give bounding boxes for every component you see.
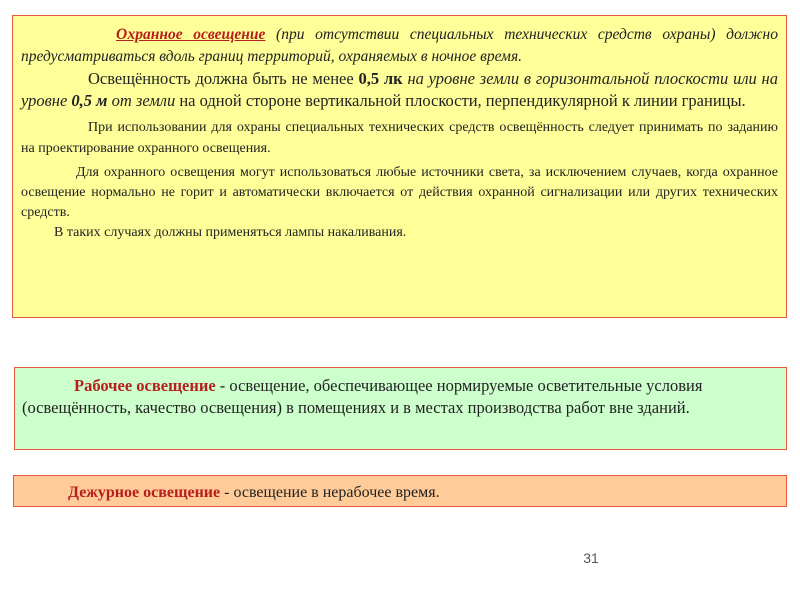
illuminance-text-1: Освещённость должна быть не менее	[88, 69, 359, 88]
height-value: 0,5 м	[71, 91, 108, 110]
incandescent-lamps-paragraph: В таких случаях должны применяться лампы накаливания.	[54, 225, 407, 240]
duty-lighting-box	[13, 475, 787, 507]
duty-lighting-paragraph	[21, 483, 779, 503]
security-lighting-paragraph	[21, 24, 778, 68]
light-sources-paragraph: Для охранного освещения могут использоваться любые источники света, за исключением случаев, когда охранное освещение нормально не горит и автоматически включается от действия охранной сигнализации или других технических средств.	[21, 165, 778, 220]
duty-lighting-text: - освещение в нерабочее время.	[220, 484, 440, 501]
illuminance-value: 0,5 лк	[358, 69, 403, 88]
illuminance-paragraph	[21, 68, 778, 112]
illuminance-text-2: на уровне земли в горизонтальной плоскости или на уровне	[21, 69, 778, 110]
illuminance-text-3: от земли	[107, 91, 176, 110]
working-lighting-text: - освещение, обеспечивающее нормируемые осветительные условия (освещённость, качество освещения) в помещениях и в местах производства работ вне зданий.	[22, 376, 703, 417]
working-lighting-box	[14, 367, 787, 450]
working-lighting-term: Рабочее освещение	[74, 376, 216, 395]
illuminance-text-4: на одной стороне вертикальной плоскости, перпендикулярной к линии границы.	[175, 91, 746, 110]
slide-number: 31	[583, 550, 599, 566]
security-lighting-text: (при отсутствии специальных технических средств охраны) должно предусматриваться вдоль границ территорий, охраняемых в ночное время.	[21, 26, 778, 65]
duty-lighting-term: Дежурное освещение	[68, 484, 221, 501]
security-lighting-term: Охранное освещение	[116, 26, 266, 43]
technical-means-paragraph: При использовании для охраны специальных технических средств освещённость следует принимать по заданию на проектирование охранного освещения.	[21, 120, 778, 156]
security-lighting-box	[12, 15, 787, 318]
working-lighting-paragraph	[22, 375, 779, 419]
